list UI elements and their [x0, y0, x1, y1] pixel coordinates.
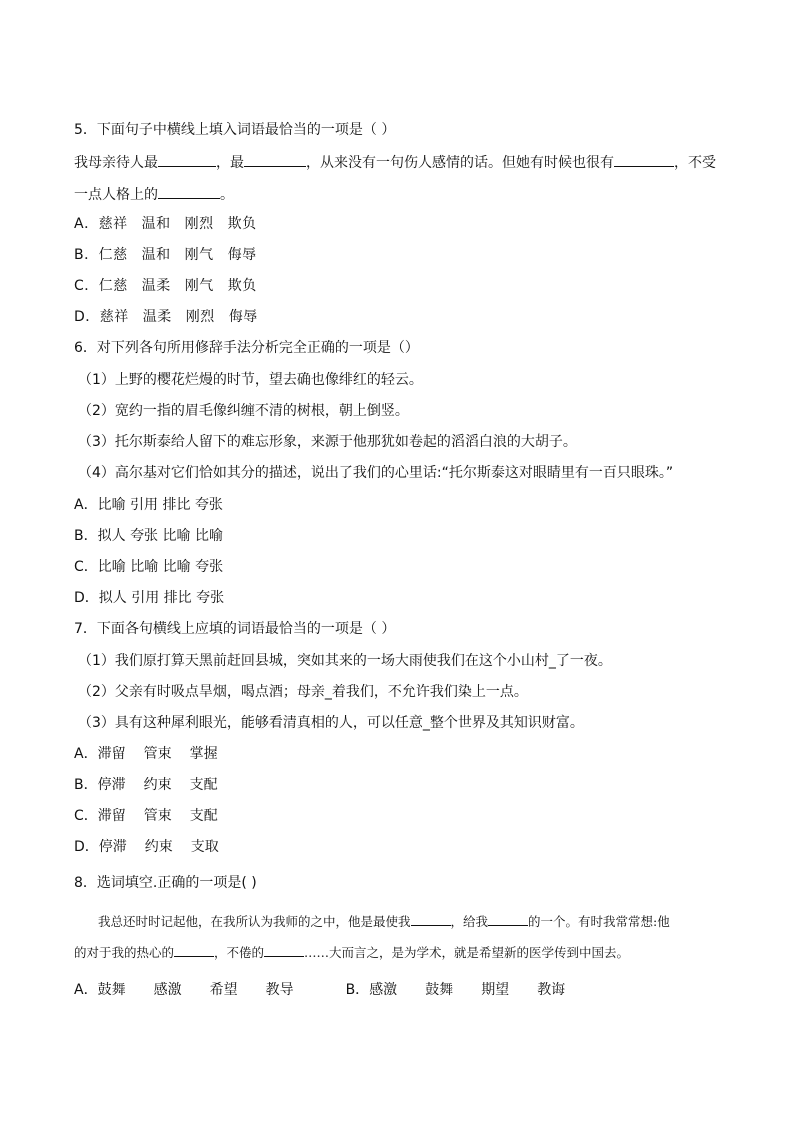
q8-passage-text: ，给我 [450, 914, 489, 929]
q8-blank-3 [174, 944, 214, 957]
option-word: 比喻 [194, 528, 223, 544]
option-word: 引用 [130, 497, 159, 513]
q5-text-2: ，最 [216, 155, 244, 171]
option-word: 教诲 [537, 982, 566, 998]
option-word: 教导 [265, 982, 294, 998]
option-label: A． [74, 216, 99, 232]
q5-text-4: ，不受 [674, 155, 716, 171]
option-word: 刚气 [184, 247, 214, 263]
option-word: 感激 [153, 982, 182, 998]
q5-sentence-line2 [74, 184, 234, 205]
option-word: 约束 [143, 777, 172, 793]
option-word: 排比 [163, 590, 192, 606]
q8-blank-4 [264, 944, 304, 957]
option-word: 停滞 [97, 777, 126, 793]
q8-passage-text: 的一个。有时我常常想:他 [528, 914, 670, 929]
option-word: 慈祥 [99, 309, 129, 325]
option-word: 刚烈 [184, 216, 214, 232]
q7-option-a [74, 744, 218, 764]
option-word: 温柔 [142, 309, 172, 325]
q7-option-d [74, 837, 219, 857]
option-word: 引用 [131, 590, 160, 606]
option-word: 滞留 [97, 808, 126, 824]
q5-blank-4 [158, 184, 220, 199]
q8-passage-text: ，不倦的 [214, 945, 265, 960]
option-word: 欺负 [227, 216, 257, 232]
q6-item-2: （2）宽约一指的眉毛像纠缠不清的树根，朝上倒竖。 [78, 403, 409, 419]
q6-option-a [74, 495, 223, 515]
option-word: 比喻 [97, 497, 126, 513]
option-word: 拟人 [97, 528, 126, 544]
option-word: 夸张 [195, 559, 224, 575]
option-word: 掌握 [189, 746, 218, 762]
option-word: 排比 [162, 497, 191, 513]
option-word: 夸张 [196, 590, 225, 606]
option-word: 温和 [141, 216, 171, 232]
option-word: 鼓舞 [425, 982, 454, 998]
q5-text-3: ，从来没有一句伤人感情的话。但她有时候也很有 [306, 155, 614, 171]
option-word: 比喻 [162, 559, 191, 575]
q6-item-4: （4）高尔基对它们恰如其分的描述，说出了我们的心里话:“托尔斯泰这对眼睛里有一百只眼珠。” [78, 465, 674, 481]
option-word: 侮辱 [228, 309, 258, 325]
q6-item-3: （3）托尔斯泰给人留下的难忘形象，来源于他那犹如卷起的滔滔白浪的大胡子。 [78, 434, 577, 450]
q6-option-d [74, 588, 224, 608]
q8-title: 8．选词填空.正确的一项是( ) [74, 875, 257, 891]
option-label: A． [74, 982, 98, 998]
option-word: 拟人 [98, 590, 127, 606]
q6-item-1: （1）上野的樱花烂熳的时节，望去确也像绯红的轻云。 [78, 372, 423, 388]
q7-item-2: （2）父亲有时吸点旱烟，喝点酒；母亲_着我们，不允许我们染上一点。 [78, 684, 528, 700]
option-word: 仁慈 [98, 247, 128, 263]
q8-passage-line2 [74, 943, 629, 963]
option-word: 管束 [143, 808, 172, 824]
option-word: 感激 [369, 982, 398, 998]
q5-blank-1 [158, 152, 216, 167]
q5-sentence-line1 [74, 152, 716, 173]
option-word: 刚气 [184, 278, 214, 294]
q5-option-a [74, 214, 257, 234]
option-label: C． [74, 278, 99, 294]
option-label: B． [74, 777, 98, 793]
q5-text-5: 一点人格上的 [74, 187, 158, 203]
q5-option-c [74, 276, 257, 296]
q5-option-b [74, 245, 257, 265]
option-label: A． [74, 497, 98, 513]
q7-option-c [74, 806, 218, 826]
option-word: 鼓舞 [97, 982, 126, 998]
option-word: 期望 [481, 982, 510, 998]
option-label: D． [74, 839, 99, 855]
q8-passage-line1 [98, 912, 670, 932]
q6-title: 6．对下列各句所用修辞手法分析完全正确的一项是（） [74, 340, 419, 356]
q6-option-b [74, 526, 223, 546]
q6-option-c [74, 557, 223, 577]
option-word: 夸张 [194, 497, 223, 513]
q8-options [74, 980, 565, 1000]
option-word: 夸张 [130, 528, 159, 544]
option-word: 刚烈 [185, 309, 215, 325]
q8-passage-text: 的对于我的热心的 [74, 945, 175, 960]
option-word: 慈祥 [98, 216, 128, 232]
q5-title: 5．下面句子中横线上填入词语最恰当的一项是（ ） [74, 122, 396, 138]
q5-blank-2 [244, 152, 306, 167]
option-word: 管束 [143, 746, 172, 762]
option-word: 比喻 [130, 559, 159, 575]
option-word: 滞留 [97, 746, 126, 762]
option-word: 支配 [189, 808, 218, 824]
option-label: B． [74, 528, 98, 544]
option-word: 温柔 [141, 278, 171, 294]
q7-title: 7．下面各句横线上应填的词语最恰当的一项是（ ） [74, 621, 396, 637]
option-word: 温和 [141, 247, 171, 263]
q5-text-1: 我母亲待人最 [74, 155, 158, 171]
q5-blank-3 [614, 152, 674, 167]
option-word: 侮辱 [227, 247, 257, 263]
option-label: C． [74, 808, 98, 824]
option-word: 支取 [190, 839, 219, 855]
option-label: C． [74, 559, 98, 575]
q8-passage-text: ……大而言之，是为学术，就是希望新的医学传到中国去。 [304, 945, 630, 960]
q8-blank-1 [411, 913, 451, 926]
q7-option-b [74, 775, 218, 795]
option-word: 支配 [189, 777, 218, 793]
option-word: 仁慈 [98, 278, 128, 294]
option-label: B． [74, 247, 99, 263]
option-word: 欺负 [227, 278, 257, 294]
option-label: A． [74, 746, 98, 762]
option-word: 约束 [144, 839, 173, 855]
option-word: 比喻 [97, 559, 126, 575]
q7-item-1: （1）我们原打算天黑前赶回县城，突如其来的一场大雨使我们在这个小山村_了一夜。 [78, 653, 612, 669]
option-label: D． [74, 590, 99, 606]
option-word: 希望 [209, 982, 238, 998]
q7-item-3: （3）具有这种犀利眼光，能够看清真相的人，可以任意_整个世界及其知识财富。 [78, 715, 584, 731]
option-label: D． [74, 309, 100, 325]
option-label: B． [345, 982, 370, 998]
q8-blank-2 [488, 913, 528, 926]
q5-text-6: 。 [220, 187, 234, 203]
q5-option-d [74, 307, 258, 327]
option-word: 比喻 [162, 528, 191, 544]
q8-passage-text: 我总还时时记起他，在我所认为我师的之中，他是最使我 [98, 914, 411, 929]
option-word: 停滞 [98, 839, 127, 855]
